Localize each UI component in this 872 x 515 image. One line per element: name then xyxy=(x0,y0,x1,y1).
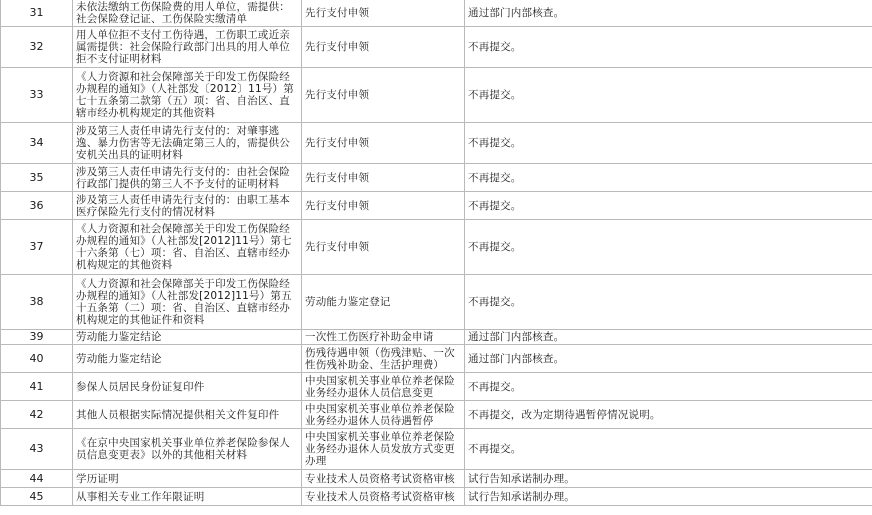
procedure-cell[interactable]: 先行支付申领 xyxy=(302,192,465,220)
table-row[interactable] xyxy=(1,401,872,429)
table-row[interactable] xyxy=(1,345,872,373)
row-number[interactable]: 44 xyxy=(1,470,73,488)
procedure-cell[interactable]: 伤残待遇申领（伤残津贴、一次性伤残补助金、生活护理费） xyxy=(302,345,465,373)
material-cell[interactable]: 《人力资源和社会保障部关于印发工伤保险经办规程的通知》（人社部发[2012]11号）第五十五条第（二）项：省、自治区、直辖市经办机构规定的其他证件和资料 xyxy=(73,275,302,330)
procedure-cell[interactable]: 劳动能力鉴定登记 xyxy=(302,275,465,330)
handling-cell[interactable]: 不再提交。 xyxy=(465,373,872,401)
handling-cell[interactable]: 不再提交。 xyxy=(465,192,872,220)
procedure-cell[interactable]: 先行支付申领 xyxy=(302,0,465,27)
material-cell[interactable]: 《人力资源和社会保障部关于印发工伤保险经办规程的通知》（人社部发[2012]11号）第七十六条第（七）项：省、自治区、直辖市经办机构规定的其他资料 xyxy=(73,220,302,275)
procedure-cell[interactable]: 专业技术人员资格考试资格审核 xyxy=(302,470,465,488)
handling-cell[interactable]: 通过部门内部核查。 xyxy=(465,0,872,27)
row-number[interactable]: 40 xyxy=(1,345,73,373)
material-cell[interactable]: 从事相关专业工作年限证明 xyxy=(73,488,302,506)
row-number[interactable]: 31 xyxy=(1,0,73,27)
handling-cell[interactable]: 不再提交。 xyxy=(465,27,872,68)
handling-cell[interactable]: 不再提交。 xyxy=(465,220,872,275)
material-cell[interactable]: 其他人员根据实际情况提供相关文件复印件 xyxy=(73,401,302,429)
material-cell[interactable]: 用人单位拒不支付工伤待遇，工伤职工或近亲属需提供：社会保险行政部门出具的用人单位拒不支付证明材料 xyxy=(73,27,302,68)
material-cell[interactable]: 涉及第三人责任申请先行支付的：对肇事逃逸、暴力伤害等无法确定第三人的，需提供公安机关出具的证明材料 xyxy=(73,123,302,164)
handling-cell[interactable]: 通过部门内部核查。 xyxy=(465,330,872,345)
row-number[interactable]: 35 xyxy=(1,164,73,192)
material-cell[interactable]: 《在京中央国家机关事业单位养老保险参保人员信息变更表》以外的其他相关材料 xyxy=(73,429,302,470)
handling-cell[interactable]: 不再提交。 xyxy=(465,275,872,330)
row-number[interactable]: 43 xyxy=(1,429,73,470)
material-cell[interactable]: 劳动能力鉴定结论 xyxy=(73,345,302,373)
row-number[interactable]: 37 xyxy=(1,220,73,275)
table-row[interactable] xyxy=(1,275,872,330)
handling-cell[interactable]: 试行告知承诺制办理。 xyxy=(465,470,872,488)
procedure-cell[interactable]: 中央国家机关事业单位养老保险业务经办退休人员待遇暂停 xyxy=(302,401,465,429)
row-number[interactable]: 36 xyxy=(1,192,73,220)
row-number[interactable]: 34 xyxy=(1,123,73,164)
row-number[interactable]: 42 xyxy=(1,401,73,429)
procedure-cell[interactable]: 先行支付申领 xyxy=(302,123,465,164)
table-row[interactable] xyxy=(1,330,872,345)
procedure-cell[interactable]: 中央国家机关事业单位养老保险业务经办退休人员发放方式变更办理 xyxy=(302,429,465,470)
table-row[interactable] xyxy=(1,220,872,275)
row-number[interactable]: 41 xyxy=(1,373,73,401)
handling-cell[interactable]: 不再提交。 xyxy=(465,164,872,192)
table-row[interactable] xyxy=(1,123,872,164)
procedure-cell[interactable]: 先行支付申领 xyxy=(302,27,465,68)
procedure-cell[interactable]: 先行支付申领 xyxy=(302,68,465,123)
table-row[interactable] xyxy=(1,0,872,27)
material-cell[interactable]: 学历证明 xyxy=(73,470,302,488)
procedure-cell[interactable]: 一次性工伤医疗补助金申请 xyxy=(302,330,465,345)
table-row[interactable] xyxy=(1,373,872,401)
procedure-cell[interactable]: 中央国家机关事业单位养老保险业务经办退休人员信息变更 xyxy=(302,373,465,401)
table-row[interactable] xyxy=(1,27,872,68)
table-row[interactable] xyxy=(1,470,872,488)
row-number[interactable]: 38 xyxy=(1,275,73,330)
row-number[interactable]: 45 xyxy=(1,488,73,506)
handling-cell[interactable]: 不再提交。 xyxy=(465,68,872,123)
table-row[interactable] xyxy=(1,429,872,470)
material-cell[interactable]: 涉及第三人责任申请先行支付的：由社会保险行政部门提供的第三人不予支付的证明材料 xyxy=(73,164,302,192)
row-number[interactable]: 32 xyxy=(1,27,73,68)
procedure-cell[interactable]: 专业技术人员资格考试资格审核 xyxy=(302,488,465,506)
material-cell[interactable]: 涉及第三人责任申请先行支付的：由职工基本医疗保险先行支付的情况材料 xyxy=(73,192,302,220)
handling-cell[interactable]: 通过部门内部核查。 xyxy=(465,345,872,373)
row-number[interactable]: 33 xyxy=(1,68,73,123)
table-row[interactable] xyxy=(1,192,872,220)
table-row[interactable] xyxy=(1,488,872,506)
material-cell[interactable]: 参保人员居民身份证复印件 xyxy=(73,373,302,401)
handling-cell[interactable]: 不再提交，改为定期待遇暂停情况说明。 xyxy=(465,401,872,429)
material-cell[interactable]: 未依法缴纳工伤保险费的用人单位，需提供：社会保险登记证、工伤保险实缴清单 xyxy=(73,0,302,27)
material-cell[interactable]: 《人力资源和社会保障部关于印发工伤保险经办规程的通知》（人社部发〔2012〕11号）第七十五条第二款第（五）项：省、自治区、直辖市经办机构规定的其他资料 xyxy=(73,68,302,123)
material-cell[interactable]: 劳动能力鉴定结论 xyxy=(73,330,302,345)
table-row[interactable] xyxy=(1,164,872,192)
table-row[interactable] xyxy=(1,68,872,123)
handling-cell[interactable]: 不再提交。 xyxy=(465,123,872,164)
procedure-cell[interactable]: 先行支付申领 xyxy=(302,220,465,275)
procedure-cell[interactable]: 先行支付申领 xyxy=(302,164,465,192)
handling-cell[interactable]: 不再提交。 xyxy=(465,429,872,470)
row-number[interactable]: 39 xyxy=(1,330,73,345)
handling-cell[interactable]: 试行告知承诺制办理。 xyxy=(465,488,872,506)
